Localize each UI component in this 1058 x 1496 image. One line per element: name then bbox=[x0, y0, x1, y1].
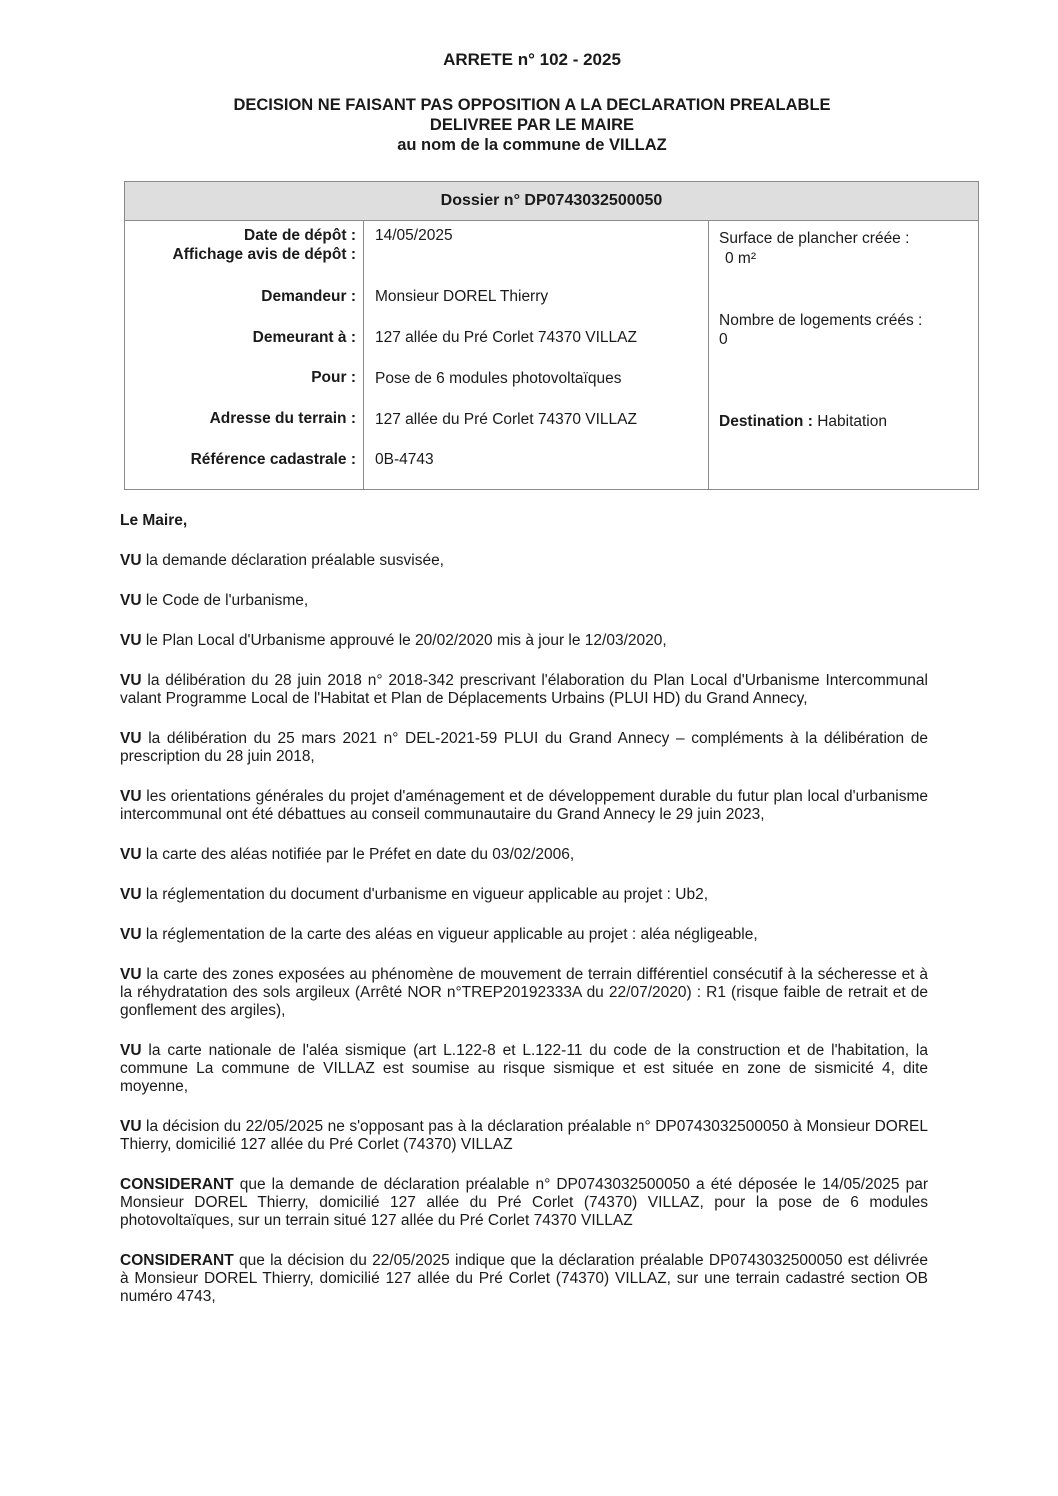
considerant-paragraph bbox=[120, 1176, 928, 1230]
dossier-number-header: Dossier n° DP0743032500050 bbox=[125, 182, 978, 221]
vu-paragraph bbox=[120, 672, 928, 708]
label-demeurant: Demeurant à : bbox=[252, 329, 356, 346]
vu-keyword: VU bbox=[120, 1118, 142, 1135]
vu-text: les orientations générales du projet d'aménagement et de développement durable du futur plan local d'urbanisme intercommunal ont été débattues au conseil communautaire du Grand Annecy le 29 juin 2023, bbox=[120, 788, 928, 823]
vu-paragraph bbox=[120, 926, 928, 944]
decision-title bbox=[0, 95, 1058, 155]
vu-text: la décision du 22/05/2025 ne s'opposant pas à la déclaration préalable n° DP0743032500050 à Monsieur DOREL Thierry, domicilié 127 allée du Pré Corlet (74370) VILLAZ bbox=[120, 1118, 928, 1153]
considerant-paragraph bbox=[120, 1252, 928, 1306]
vu-text: la réglementation de la carte des aléas en vigueur applicable au projet : aléa négligeable, bbox=[145, 926, 758, 943]
vu-keyword: VU bbox=[120, 1042, 142, 1059]
value-surface-plancher: 0 m² bbox=[725, 250, 756, 267]
vu-text: la carte des zones exposées au phénomène de mouvement de terrain différentiel consécutif à la sécheresse et à la réhydratation des sols argileux (Arrêté NOR n°TREP20192333A du 22/07/2020) : R1 (risque faible de retrait et de gonflement des argiles), bbox=[120, 966, 928, 1019]
vu-text: la délibération du 28 juin 2018 n° 2018-342 prescrivant l'élaboration du Plan Local d'Urbanisme Intercommunal valant Programme Local de l'Habitat et Plan de Déplacements Urbains (PLUI HD) du Grand Annecy, bbox=[120, 672, 928, 707]
vu-keyword: VU bbox=[120, 730, 142, 747]
vu-paragraph bbox=[120, 592, 928, 610]
label-adresse-terrain: Adresse du terrain : bbox=[209, 410, 356, 427]
value-reference-cadastrale: 0B-4743 bbox=[375, 451, 434, 468]
vu-keyword: VU bbox=[120, 886, 142, 903]
value-destination: Habitation bbox=[817, 413, 887, 430]
vu-paragraph bbox=[120, 846, 928, 864]
vu-keyword: VU bbox=[120, 632, 142, 649]
vu-keyword: VU bbox=[120, 672, 142, 689]
value-adresse-terrain: 127 allée du Pré Corlet 74370 VILLAZ bbox=[375, 411, 637, 428]
arrete-body bbox=[120, 512, 928, 1328]
vu-paragraph bbox=[120, 788, 928, 824]
considerant-keyword: CONSIDERANT bbox=[120, 1252, 234, 1269]
vu-keyword: VU bbox=[120, 788, 142, 805]
destination-line bbox=[719, 412, 887, 431]
label-affichage-avis: Affichage avis de dépôt : bbox=[172, 246, 356, 263]
vu-keyword: VU bbox=[120, 846, 142, 863]
considerant-text: que la décision du 22/05/2025 indique que la déclaration préalable DP0743032500050 est délivrée à Monsieur DOREL Thierry, domicilié 127 allée du Pré Corlet (74370) VILLAZ, sur une terrain cadastré section OB numéro 4743, bbox=[120, 1252, 928, 1305]
vu-paragraph bbox=[120, 1118, 928, 1154]
vu-text: la demande déclaration préalable susvisée, bbox=[145, 552, 444, 569]
decision-title-line-1: DECISION NE FAISANT PAS OPPOSITION A LA DECLARATION PREALABLE bbox=[233, 96, 831, 114]
decision-title-line-3: au nom de la commune de VILLAZ bbox=[397, 136, 667, 154]
vu-text: la délibération du 25 mars 2021 n° DEL-2021-59 PLUI du Grand Annecy – compléments à la délibération de prescription du 28 juin 2018, bbox=[120, 730, 928, 765]
vu-text: la réglementation du document d'urbanisme en vigueur applicable au projet : Ub2, bbox=[145, 886, 709, 903]
vu-keyword: VU bbox=[120, 552, 142, 569]
label-date-depot: Date de dépôt : bbox=[244, 227, 356, 244]
vu-text: la carte des aléas notifiée par le Préfet en date du 03/02/2006, bbox=[145, 846, 575, 863]
vu-paragraph bbox=[120, 552, 928, 570]
vu-keyword: VU bbox=[120, 592, 142, 609]
considerant-keyword: CONSIDERANT bbox=[120, 1176, 234, 1193]
vu-paragraph bbox=[120, 730, 928, 766]
decision-title-line-2: DELIVREE PAR LE MAIRE bbox=[429, 116, 635, 134]
vu-text: le Code de l'urbanisme, bbox=[145, 592, 309, 609]
column-divider bbox=[363, 220, 364, 489]
vu-paragraph bbox=[120, 632, 928, 650]
label-destination: Destination : bbox=[719, 413, 813, 430]
value-pour: Pose de 6 modules photovoltaïques bbox=[375, 370, 622, 387]
salutation: Le Maire, bbox=[120, 512, 188, 529]
vu-text: le Plan Local d'Urbanisme approuvé le 20/02/2020 mis à jour le 12/03/2020, bbox=[145, 632, 667, 649]
value-nombre-logements: 0 bbox=[719, 331, 728, 348]
vu-text: la carte nationale de l'aléa sismique (art L.122-8 et L.122-11 du code de la construction et de l'habitation, la commune La commune de VILLAZ est soumise au risque sismique et est située en zone de sismicité 4, dite moyenne, bbox=[120, 1042, 928, 1095]
considerant-text: que la demande de déclaration préalable n° DP0743032500050 a été déposée le 14/05/2025 par Monsieur DOREL Thierry, domicilié 127 allée du Pré Corlet (74370) VILLAZ, pour la pose de 6 modules photovoltaïques, sur un terrain situé 127 allée du Pré Corlet 74370 VILLAZ bbox=[120, 1176, 928, 1229]
label-reference-cadastrale: Référence cadastrale : bbox=[190, 451, 356, 468]
value-demeurant: 127 allée du Pré Corlet 74370 VILLAZ bbox=[375, 329, 637, 346]
value-demandeur: Monsieur DOREL Thierry bbox=[375, 288, 549, 305]
label-surface-plancher: Surface de plancher créée : bbox=[719, 230, 910, 247]
vu-paragraph bbox=[120, 1042, 928, 1096]
vu-keyword: VU bbox=[120, 926, 142, 943]
label-nombre-logements: Nombre de logements créés : bbox=[719, 312, 923, 329]
vu-keyword: VU bbox=[120, 966, 142, 983]
dossier-info-table bbox=[124, 181, 979, 490]
label-demandeur: Demandeur : bbox=[261, 288, 356, 305]
value-date-depot: 14/05/2025 bbox=[375, 227, 453, 244]
label-pour: Pour : bbox=[311, 369, 356, 386]
arrete-number-title: ARRETE n° 102 - 2025 bbox=[443, 50, 621, 69]
vu-paragraph bbox=[120, 966, 928, 1020]
vu-paragraph bbox=[120, 886, 928, 904]
column-divider bbox=[708, 220, 709, 489]
